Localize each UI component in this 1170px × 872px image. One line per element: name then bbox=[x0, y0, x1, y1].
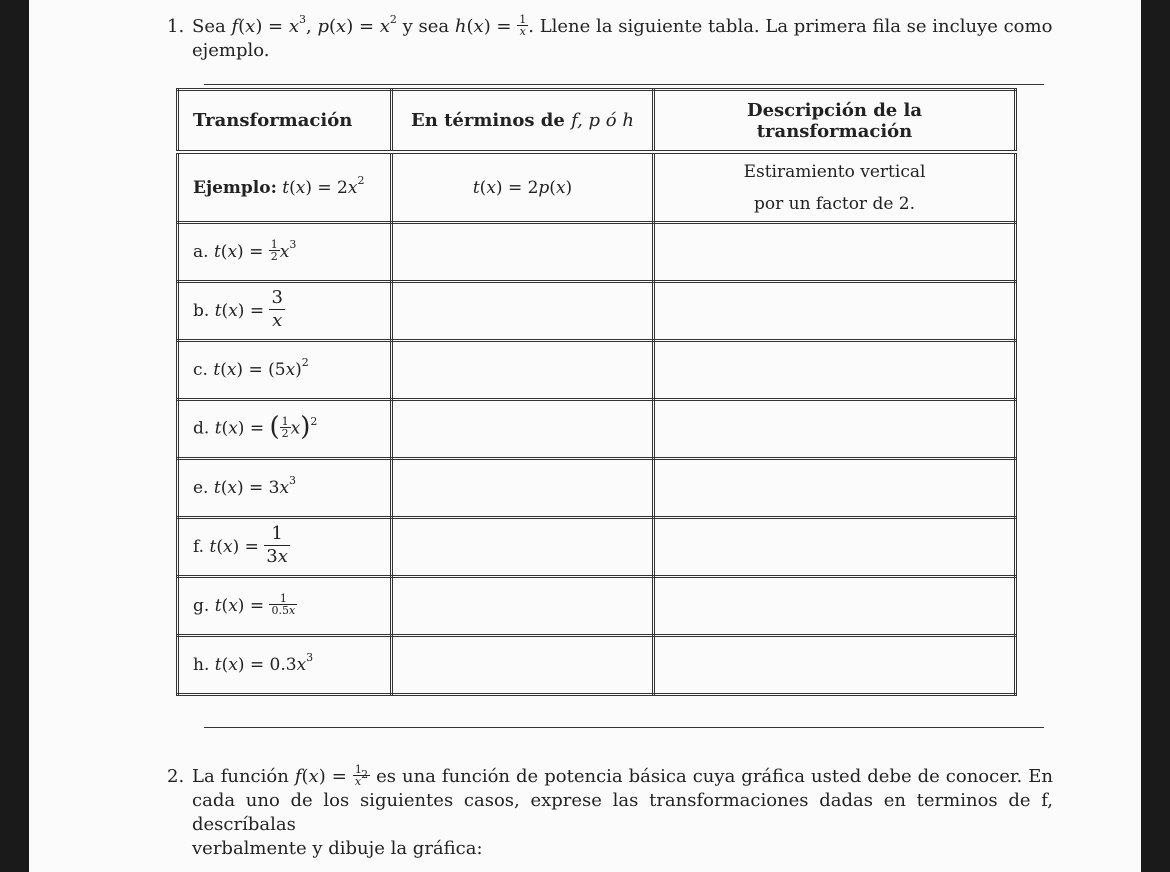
left-dark-border bbox=[0, 0, 29, 872]
h-definition: h bbox=[454, 16, 467, 37]
problem-2-line-2: cada uno de los siguientes casos, exprese las transformaciones dadas en terminos de f, descríbalas bbox=[192, 790, 1053, 835]
table-row bbox=[178, 459, 1016, 518]
header-transformation: Transformación bbox=[178, 90, 392, 153]
table-row bbox=[178, 223, 1016, 282]
description-cell[interactable] bbox=[654, 577, 1016, 636]
example-row bbox=[178, 152, 1016, 223]
answer-cell[interactable] bbox=[392, 518, 654, 577]
description-cell[interactable] bbox=[654, 282, 1016, 341]
problem-number: 2. bbox=[167, 766, 185, 787]
table-top-rule bbox=[204, 84, 1044, 85]
transformation-d: d. t(x) = ( $\frac{1}{2}$ x)$^2$ bbox=[178, 400, 392, 459]
description-cell[interactable] bbox=[654, 636, 1016, 695]
answer-cell[interactable] bbox=[392, 282, 654, 341]
transformation-c: c. $t(x) = (5x)^2$ bbox=[178, 341, 392, 400]
problem-1-line-2: ejemplo. bbox=[192, 40, 270, 61]
table-row bbox=[178, 400, 1016, 459]
problem-number: 1. bbox=[167, 16, 185, 37]
table-header-row bbox=[178, 90, 1016, 153]
fraction: $\frac{1}{x}$ bbox=[519, 12, 527, 38]
example-transformation: Ejemplo: $t(x) = 2x^2$ bbox=[178, 152, 392, 223]
header-description: Descripción de la transformación bbox=[654, 90, 1016, 153]
p-definition: p bbox=[317, 16, 330, 37]
f-definition: f bbox=[231, 16, 239, 37]
transformation-a: a. t(x) = $\frac{1}{2}$ $x^3$ bbox=[178, 223, 392, 282]
answer-cell[interactable] bbox=[392, 636, 654, 695]
answer-cell[interactable] bbox=[392, 341, 654, 400]
description-cell[interactable] bbox=[654, 341, 1016, 400]
problem-2-line-3: verbalmente y dibuje la gráfica: bbox=[192, 838, 483, 859]
table-bottom-rule bbox=[204, 727, 1044, 728]
right-dark-border bbox=[1141, 0, 1170, 872]
transformation-g: g. t(x) = $\frac{1}{0.5x}$ bbox=[178, 577, 392, 636]
answer-cell[interactable] bbox=[392, 223, 654, 282]
transformation-f: f. t(x) = $\frac{1}{3x}$ bbox=[178, 518, 392, 577]
example-in-terms: t(x) = 2p(x) bbox=[392, 152, 654, 223]
problem-2-line-1: La función f(x) = $\frac{1}{x^2}$ es una función de potencia básica cuya gráfica usted debe de conocer. En bbox=[192, 762, 1053, 788]
transformation-b: b. t(x) = $\frac{3}{x}$ bbox=[178, 282, 392, 341]
table-row bbox=[178, 636, 1016, 695]
description-cell[interactable] bbox=[654, 518, 1016, 577]
transformation-e: e. $t(x) = 3x^3$ bbox=[178, 459, 392, 518]
header-in-terms: En términos de f, p ó h bbox=[392, 90, 654, 153]
table-row bbox=[178, 282, 1016, 341]
table-row bbox=[178, 341, 1016, 400]
transformation-table bbox=[176, 88, 1017, 696]
description-cell[interactable] bbox=[654, 400, 1016, 459]
example-description: Estiramiento vertical por un factor de 2. bbox=[654, 152, 1016, 223]
description-cell[interactable] bbox=[654, 459, 1016, 518]
transformation-h: h. $t(x) = 0.3x^3$ bbox=[178, 636, 392, 695]
answer-cell[interactable] bbox=[392, 577, 654, 636]
description-cell[interactable] bbox=[654, 223, 1016, 282]
table-row bbox=[178, 518, 1016, 577]
answer-cell[interactable] bbox=[392, 400, 654, 459]
document-page bbox=[29, 0, 1141, 872]
table-row bbox=[178, 577, 1016, 636]
answer-cell[interactable] bbox=[392, 459, 654, 518]
problem-1-line-1: Sea $f(x) = x^3$, $p(x) = x^2$ y sea h(x) = $\frac{1}{x}$ . Llene la siguiente tabla. La primera fila se incluye como bbox=[192, 12, 1053, 38]
